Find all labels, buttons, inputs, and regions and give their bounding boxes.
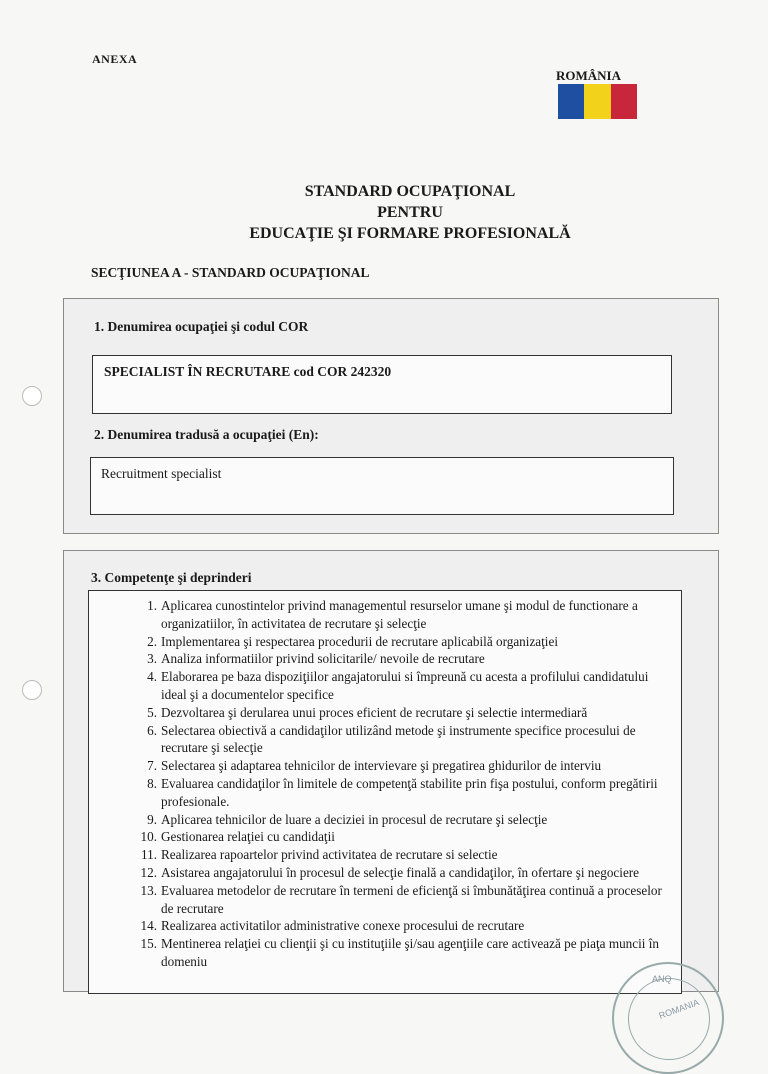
competence-number: 8.: [147, 775, 157, 791]
competence-text: Selectarea obiectivă a candidaţilor utilizând metode şi instrumente specifice procesului de recrutare şi selecţie: [161, 722, 636, 756]
competence-text: Aplicarea cunostintelor privind managementul resurselor umane şi modul de functionare a organizatiilor, în activitatea de recrutare şi selecţie: [161, 598, 638, 631]
competence-text: Analiza informatiilor privind solicitarile/ nevoile de recrutare: [161, 651, 485, 667]
competence-number: 15.: [140, 936, 157, 952]
competence-number: 2.: [147, 633, 157, 649]
competence-number: 9.: [147, 811, 157, 827]
competence-text: Aplicarea tehnicilor de luare a deciziei in procesul de recrutare şi selecţie: [161, 811, 548, 827]
competence-number: 14.: [140, 918, 157, 934]
competence-text: Dezvoltarea şi derularea unui proces eficient de recrutare şi selectie intermediară: [161, 704, 588, 720]
stamp-bottom-text: ROMANIA: [657, 997, 701, 1021]
competence-number: 5.: [147, 704, 157, 720]
punch-hole-icon: [22, 386, 42, 406]
competence-text: Elaborarea pe baza dispoziţiilor angajatorului si împreună cu acesta a profilului candidatului ideal şi a documentelor specifice: [161, 669, 649, 702]
flag-stripe-blue: [558, 84, 584, 119]
competence-number: 6.: [147, 722, 157, 738]
competences-label: 3. Competenţe şi deprinderi: [91, 570, 252, 585]
document-title-line1: STANDARD OCUPAŢIONAL: [304, 183, 516, 200]
competence-number: 10.: [140, 829, 157, 845]
romania-flag-icon: [558, 84, 637, 119]
competence-item: [107, 757, 673, 775]
competence-number: 11.: [141, 847, 157, 863]
competence-item: [107, 722, 673, 758]
competence-text: Evaluarea metodelor de recrutare în termeni de eficienţă si îmbunătăţirea continuă a proceselor de recrutare: [161, 882, 662, 916]
punch-hole-icon: [22, 680, 42, 700]
competence-number: 4.: [147, 669, 157, 685]
competence-item: [107, 597, 673, 633]
competence-item: [107, 828, 673, 846]
annex-label: ANEXA: [92, 52, 138, 66]
competence-item: [107, 633, 673, 651]
competence-item: [107, 846, 673, 864]
competence-number: 13.: [140, 882, 157, 898]
competence-item: [107, 935, 673, 971]
competence-text: Realizarea rapoartelor privind activitatea de recrutare si selectie: [161, 847, 498, 863]
competence-item: [107, 704, 673, 722]
competence-item: [107, 775, 673, 811]
competences-list: [107, 597, 673, 971]
competence-number: 7.: [147, 758, 157, 774]
competence-number: 1.: [147, 598, 157, 613]
occupation-name-box: [92, 355, 672, 414]
competence-text: Realizarea activitatilor administrative conexe procesului de recrutare: [161, 918, 525, 934]
occupation-translated-box: [90, 457, 674, 515]
competence-text: Evaluarea candidaţilor în limitele de competenţă stabilite prin fişa postului, conform pregătirii profesionale.: [161, 775, 658, 809]
competence-text: Implementarea şi respectarea procedurii de recrutare aplicabilă organizaţiei: [161, 633, 558, 649]
competence-number: 3.: [147, 651, 157, 667]
competence-item: [107, 650, 673, 668]
stamp-top-text: ANQ: [652, 974, 672, 984]
competence-text: Selectarea şi adaptarea tehnicilor de intervievare şi pregatirea ghidurilor de interviu: [161, 758, 602, 774]
competence-item: [107, 882, 673, 918]
country-label: ROMÂNIA: [556, 68, 621, 83]
document-title-line3: EDUCAŢIE ŞI FORMARE PROFESIONALĂ: [249, 225, 571, 242]
occupation-name-label: 1. Denumirea ocupaţiei şi codul COR: [94, 319, 309, 334]
competences-box: [88, 590, 682, 994]
section-title: SECŢIUNEA A - STANDARD OCUPAŢIONAL: [91, 265, 370, 280]
official-stamp: [612, 962, 724, 1074]
document-title-line2: PENTRU: [377, 204, 443, 221]
competence-item: [107, 864, 673, 882]
occupation-translated-label: 2. Denumirea tradusă a ocupaţiei (En):: [94, 427, 319, 442]
competence-item: [107, 811, 673, 829]
flag-stripe-red: [611, 84, 637, 119]
competence-text: Asistarea angajatorului în procesul de selecţie finală a candidaţilor, în ofertare şi negociere: [161, 864, 640, 880]
competence-number: 12.: [140, 864, 157, 880]
flag-stripe-yellow: [584, 84, 610, 119]
occupation-translated-value: Recruitment specialist: [101, 466, 222, 481]
competence-text: Gestionarea relaţiei cu candidaţii: [161, 829, 335, 845]
occupation-name-value: SPECIALIST ÎN RECRUTARE cod COR 242320: [104, 364, 392, 379]
competence-item: [107, 917, 673, 935]
competence-text: Mentinerea relaţiei cu clienţii şi cu instituţiile şi/sau agenţiile care activează pe piaţa muncii în domeniu: [161, 936, 659, 969]
competence-item: [107, 668, 673, 704]
